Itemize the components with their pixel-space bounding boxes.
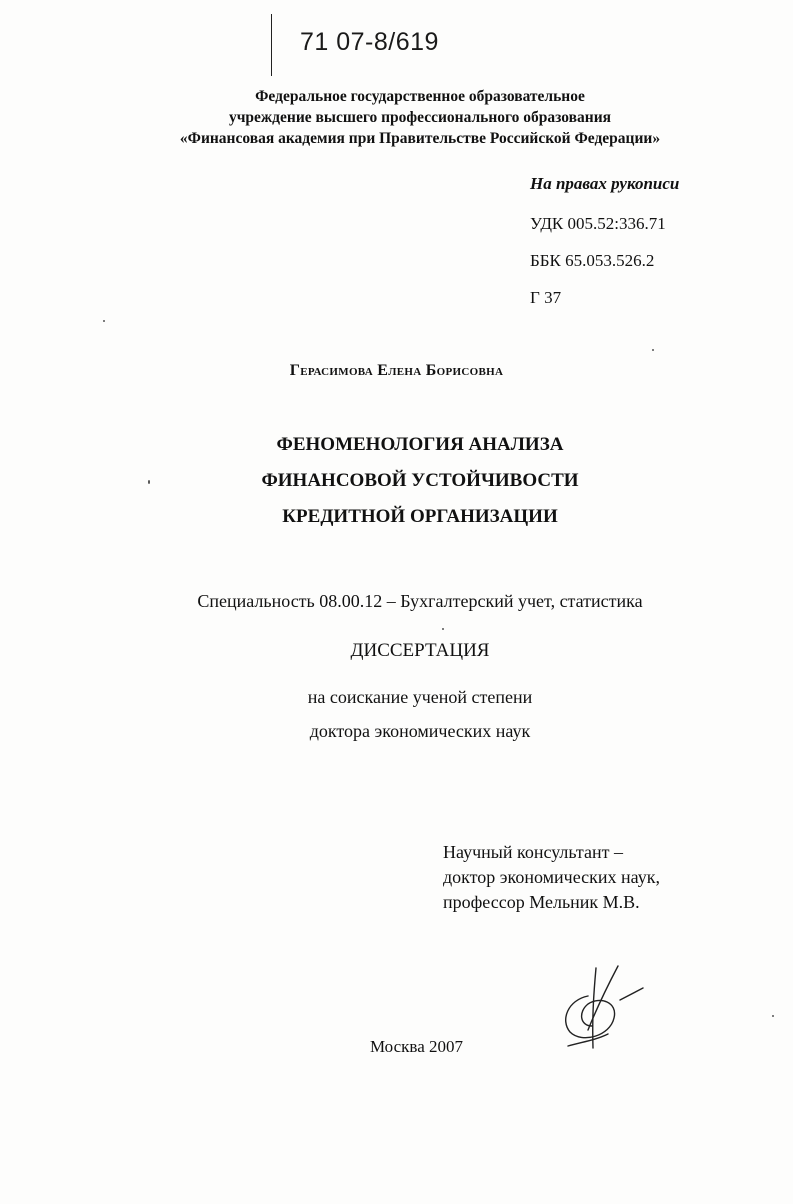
degree-block xyxy=(0,680,793,748)
institution-line: учреждение высшего профессионального образования xyxy=(228,109,612,126)
institution-line: «Финансовая академия при Правительстве Российской Федерации» xyxy=(179,130,661,147)
consultant-block xyxy=(443,840,660,915)
title-line: ФИНАНСОВОЙ УСТОЙЧИВОСТИ xyxy=(261,470,579,491)
margin-rule xyxy=(271,14,272,76)
title-line: КРЕДИТНОЙ ОРГАНИЗАЦИИ xyxy=(282,506,558,527)
bbk-code: ББК 65.053.526.2 xyxy=(530,251,655,270)
scan-speck xyxy=(103,320,105,322)
udc-code: УДК 005.52:336.71 xyxy=(530,214,666,233)
degree-line: доктора экономических наук xyxy=(309,721,531,741)
title-line: ФЕНОМЕНОЛОГИЯ АНАЛИЗА xyxy=(276,434,564,455)
author-name: Герасимова Елена Борисовна xyxy=(289,362,504,379)
document-type: ДИССЕРТАЦИЯ xyxy=(350,640,490,661)
scan-speck xyxy=(772,1015,774,1017)
scan-speck xyxy=(148,480,150,484)
consultant-line: доктор экономических наук, xyxy=(443,867,660,887)
scan-speck xyxy=(442,628,444,630)
degree-line: на соискание ученой степени xyxy=(307,687,533,707)
consultant-line: профессор Мельник М.В. xyxy=(443,892,640,912)
speciality: Специальность 08.00.12 – Бухгалтерский учет, статистика xyxy=(197,591,643,611)
place-year: Москва 2007 xyxy=(369,1037,464,1056)
dissertation-title xyxy=(0,427,793,535)
archive-stamp: 71 07-8/619 xyxy=(300,28,439,56)
institution-line: Федеральное государственное образовательное xyxy=(255,88,585,105)
scan-speck xyxy=(652,349,654,351)
rights-note: На правах рукописи xyxy=(530,174,680,193)
manuscript-codes xyxy=(530,172,679,323)
consultant-line: Научный консультант – xyxy=(443,842,623,862)
institution-block xyxy=(60,86,780,149)
author-sign: Г 37 xyxy=(530,288,562,307)
